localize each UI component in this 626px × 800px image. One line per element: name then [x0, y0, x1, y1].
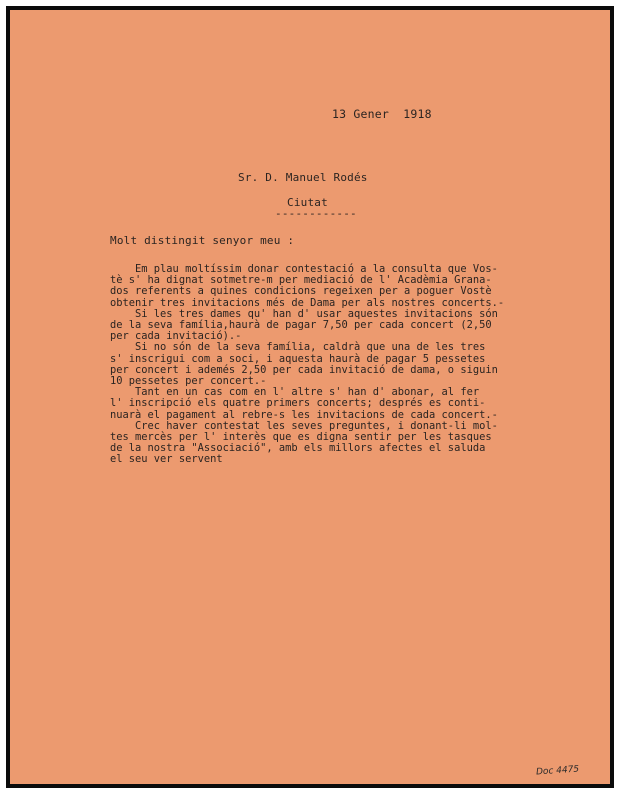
body-line: per concert i ademés 2,50 per cada invitació de dama, o siguin: [110, 363, 498, 376]
body-line: s' inscrigui com a soci, i aquesta haurà de pagar 5 pessetes: [110, 352, 486, 365]
body-line: obtenir tres invitacions més de Dama per als nostres concerts.-: [110, 296, 505, 309]
archive-handwritten-note: Doc 4475: [535, 764, 580, 778]
recipient-name: Sr. D. Manuel Rodés: [238, 171, 368, 184]
body-line: tè s' ha dignat sotmetre-m per mediació de l' Acadèmia Grana-: [110, 274, 492, 287]
letter-page: [10, 10, 610, 784]
body-line: l' inscripció els quatre primers concerts; després es conti-: [110, 397, 486, 410]
body-line: de la nostra "Associació", amb els millors afectes el saluda: [110, 442, 486, 455]
body-line: tes mercès per l' interès que es digna sentir per les tasques: [110, 431, 492, 444]
body-line: Crec haver contestat les seves preguntes, i donant-li mol-: [110, 419, 498, 432]
salutation: Molt distingit senyor meu :: [110, 234, 295, 247]
address-underline: ------------: [275, 207, 357, 220]
body-line: nuarà el pagament al rebre-s les invitacions de cada concert.-: [110, 408, 498, 421]
body-line: Tant en un cas com en l' altre s' han d' abonar, al fer: [110, 386, 480, 399]
body-line: per cada invitació).-: [110, 330, 242, 343]
letter-body: [110, 264, 580, 466]
body-line: el seu ver servent: [110, 453, 223, 466]
body-line: Em plau moltíssim donar contestació a la consulta que Vos-: [110, 263, 498, 275]
body-line: de la seva família,haurà de pagar 7,50 per cada concert (2,50: [110, 319, 492, 332]
recipient-city: Ciutat: [287, 196, 328, 209]
letter-date: 13 Gener 1918: [332, 107, 432, 121]
body-line: Si les tres dames qu' han d' usar aquestes invitacions són: [110, 307, 498, 320]
body-line: 10 pessetes per concert.-: [110, 375, 267, 388]
body-line: dos referents a quines condicions regeixen per a poguer Vostè: [110, 285, 492, 298]
body-line: Si no són de la seva família, caldrà que una de les tres: [110, 341, 486, 354]
